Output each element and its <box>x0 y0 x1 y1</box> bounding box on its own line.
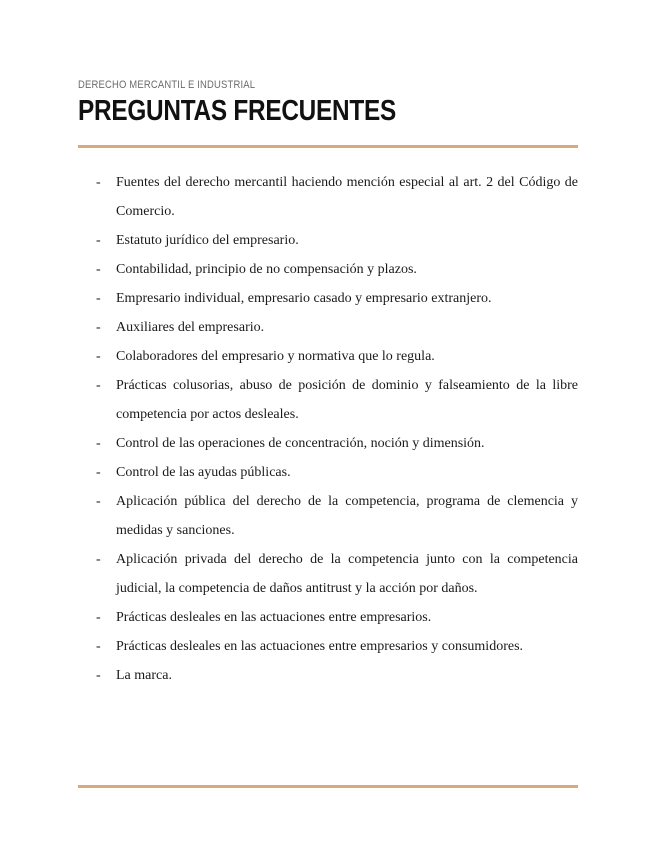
bullet-dash: - <box>96 552 101 567</box>
faq-item <box>96 226 578 255</box>
bullet-dash: - <box>96 465 101 480</box>
faq-item-text: La marca. <box>116 668 172 683</box>
faq-item-text: Aplicación pública del derecho de la competencia, programa de clemencia y medidas y sanciones. <box>116 494 578 538</box>
faq-item-text: Estatuto jurídico del empresario. <box>116 233 299 248</box>
faq-item-text: Aplicación privada del derecho de la competencia junto con la competencia judicial, la competencia de daños antitrust y la acción por daños. <box>116 552 578 596</box>
faq-item-text: Prácticas desleales en las actuaciones entre empresarios y consumidores. <box>116 639 524 654</box>
bullet-dash: - <box>96 262 101 277</box>
faq-item-text: Control de las operaciones de concentración, noción y dimensión. <box>116 436 485 451</box>
bullet-dash: - <box>96 175 101 190</box>
faq-item <box>96 661 578 690</box>
faq-item <box>96 342 578 371</box>
bullet-dash: - <box>96 668 101 683</box>
faq-item-text: Contabilidad, principio de no compensación y plazos. <box>116 262 417 277</box>
subject-kicker: DERECHO MERCANTIL E INDUSTRIAL <box>78 79 256 91</box>
faq-item-text: Empresario individual, empresario casado y empresario extranjero. <box>116 291 492 306</box>
faq-item-text: Colaboradores del empresario y normativa que lo regula. <box>116 349 435 364</box>
bullet-dash: - <box>96 436 101 451</box>
bottom-divider <box>78 785 578 788</box>
bullet-dash: - <box>96 233 101 248</box>
faq-item <box>96 255 578 284</box>
faq-item <box>96 632 578 661</box>
faq-item <box>96 284 578 313</box>
faq-item-text: Auxiliares del empresario. <box>116 320 265 335</box>
bullet-dash: - <box>96 494 101 509</box>
top-divider <box>78 145 578 148</box>
faq-item <box>96 313 578 342</box>
page-title: PREGUNTAS FRECUENTES <box>78 95 396 127</box>
faq-item-text: Prácticas desleales en las actuaciones entre empresarios. <box>116 610 432 625</box>
faq-item-text: Prácticas colusorias, abuso de posición de dominio y falseamiento de la libre competencia por actos desleales. <box>116 378 578 422</box>
bullet-dash: - <box>96 610 101 625</box>
bullet-dash: - <box>96 639 101 654</box>
faq-item <box>96 458 578 487</box>
faq-item <box>96 429 578 458</box>
bullet-dash: - <box>96 291 101 306</box>
faq-item <box>96 487 578 545</box>
faq-item-text: Control de las ayudas públicas. <box>116 465 291 480</box>
faq-list <box>96 168 578 690</box>
bullet-dash: - <box>96 320 101 335</box>
faq-item-text: Fuentes del derecho mercantil haciendo mención especial al art. 2 del Código de Comercio. <box>116 175 578 219</box>
faq-item <box>96 603 578 632</box>
faq-item <box>96 371 578 429</box>
bullet-dash: - <box>96 378 101 393</box>
faq-item <box>96 168 578 226</box>
faq-item <box>96 545 578 603</box>
bullet-dash: - <box>96 349 101 364</box>
